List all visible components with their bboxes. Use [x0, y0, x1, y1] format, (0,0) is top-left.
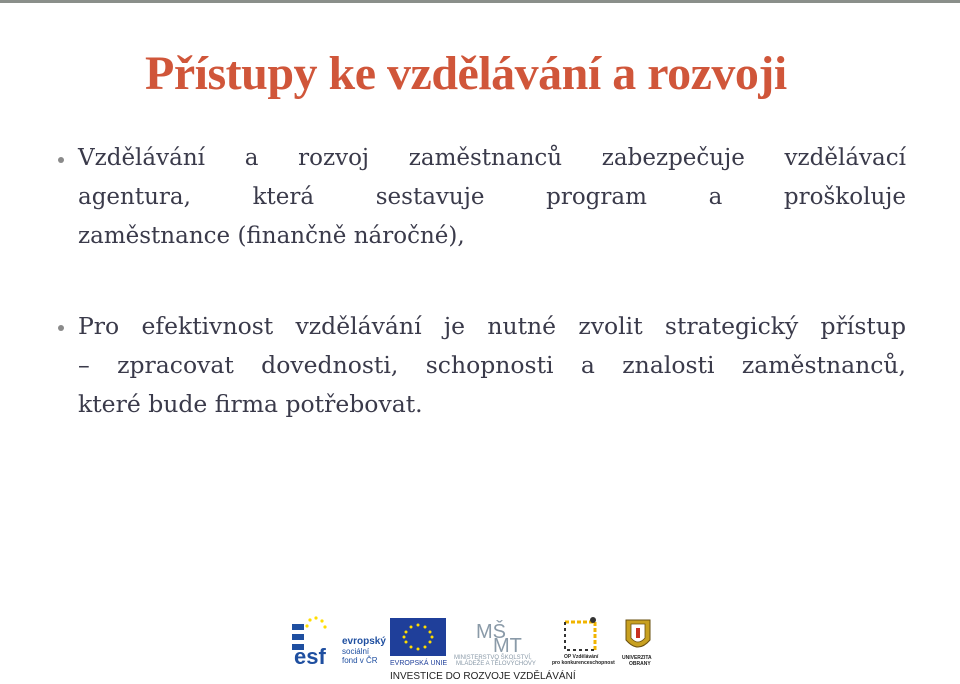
bullet-text-line: zaměstnance (finančně náročné), — [78, 223, 465, 249]
eu-flag-logo — [390, 618, 448, 667]
op-vk-logo-text: pro konkurenceschopnost — [552, 660, 615, 666]
op-vk-logo — [552, 617, 615, 666]
msmt-logo — [454, 620, 536, 667]
bullet-text-line: Pro efektivnost vzdělávání je nutné zvolit strategický přístup — [78, 312, 906, 340]
esf-logo-text: fond v ČR — [342, 656, 378, 665]
university-logo-text: UNIVERZITA — [622, 655, 652, 661]
slide-title: Přístupy ke vzdělávání a rozvoji — [145, 47, 787, 100]
svg-text:MT: MT — [493, 635, 522, 657]
bullet-dot — [58, 325, 64, 331]
bullet-item — [56, 307, 906, 424]
esf-logo-text: sociální — [342, 647, 370, 656]
footer-caption: INVESTICE DO ROZVOJE VZDĚLÁVÁNÍ — [390, 671, 576, 682]
op-vk-logo-text: OP Vzdělávání — [564, 654, 599, 660]
svg-text:esf: esf — [294, 644, 326, 668]
eu-flag-logo-text: EVROPSKÁ UNIE — [390, 660, 448, 667]
bullet-text-line: Vzdělávání a rozvoj zaměstnanců zabezpečuje vzdělávací — [78, 145, 906, 171]
bullet-text-line: agentura, která sestavuje program a proškoluje — [78, 184, 906, 210]
esf-logo — [292, 616, 386, 668]
msmt-logo-text: MINISTERSTVO ŠKOLSTVÍ, — [454, 655, 532, 661]
university-logo — [622, 620, 652, 667]
bullet-list-2 — [56, 307, 906, 424]
university-logo-text: OBRANY — [629, 661, 651, 667]
bullet-text-line: – zpracovat dovednosti, schopnosti a znalosti zaměstnanců, — [78, 351, 906, 379]
bullet-list-1 — [56, 139, 906, 256]
bullet-text-line: které bude firma potřebovat. — [78, 390, 423, 418]
svg-text:MŠ: MŠ — [476, 621, 506, 643]
bullet-item — [56, 139, 906, 256]
esf-logo-text: evropský — [342, 636, 386, 647]
funding-logo-bar — [290, 612, 660, 668]
msmt-logo-text: MLÁDEŽE A TĚLOVÝCHOVY — [456, 661, 536, 667]
bullet-dot — [58, 157, 64, 163]
top-rule — [0, 0, 960, 3]
